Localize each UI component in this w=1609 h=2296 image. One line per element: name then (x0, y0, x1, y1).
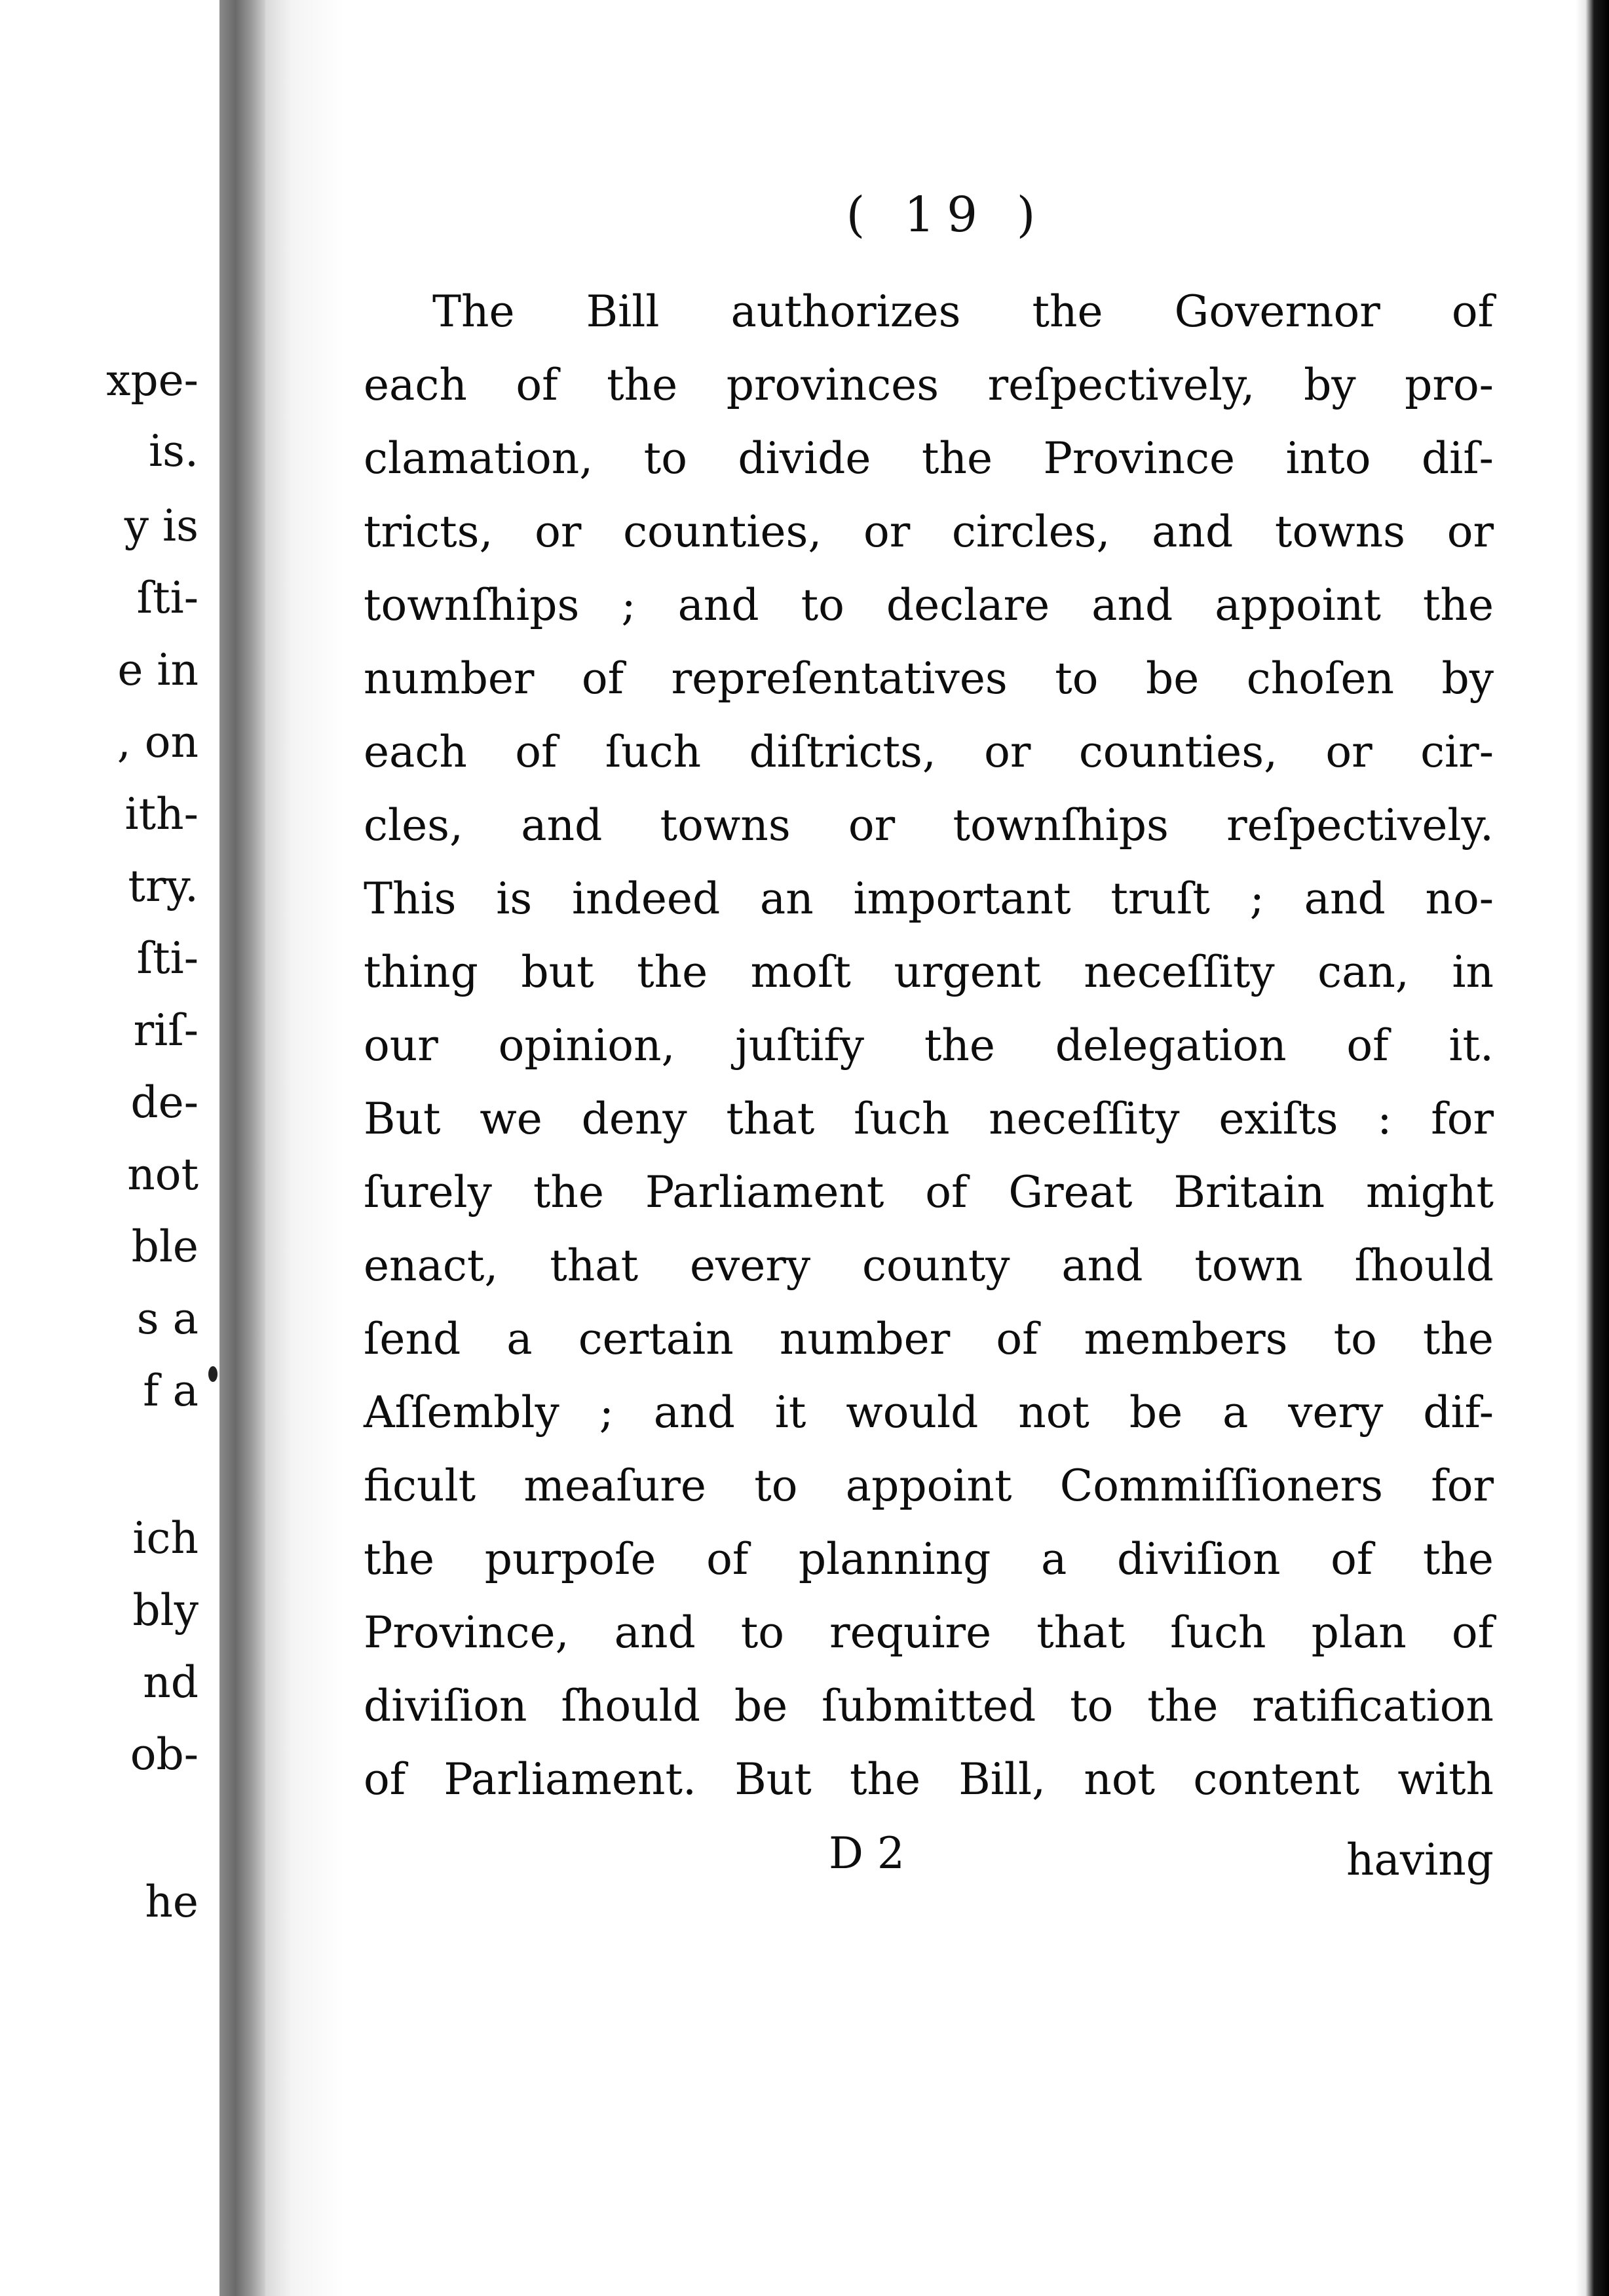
text-line: each of ſuch diſtricts, or counties, or cir- (364, 727, 1494, 777)
text-line: townſhips ; and to declare and appoint the (364, 580, 1494, 630)
text-line: ſend a certain number of members to the (364, 1314, 1494, 1364)
facing-line-fragment: he (145, 1877, 199, 1927)
facing-line-fragment: ith- (124, 789, 199, 839)
signature-mark: D 2 (829, 1828, 905, 1879)
facing-line-fragment: f a (143, 1366, 199, 1416)
facing-line-fragment: ob- (130, 1729, 199, 1780)
text-line: diviſion ſhould be ſubmitted to the ratification (364, 1681, 1494, 1731)
page-number: ( 19 ) (846, 187, 1048, 243)
facing-line-fragment: bly (132, 1585, 199, 1636)
text-line: This is indeed an important truſt ; and no- (364, 873, 1494, 924)
text-line: The Bill authorizes the Governor of (432, 286, 1494, 337)
ink-spot (208, 1366, 218, 1382)
text-line: Province, and to require that ſuch plan of (364, 1607, 1494, 1658)
facing-line-fragment: xpe- (106, 355, 199, 406)
facing-line-fragment: ich (132, 1513, 199, 1563)
facing-line-fragment: ſti- (136, 573, 199, 623)
facing-line-fragment: ſti- (136, 933, 199, 984)
book-gutter (219, 0, 265, 2296)
text-line: cles, and towns or townſhips reſpectively. (364, 800, 1494, 851)
text-line: the purpoſe of planning a diviſion of the (364, 1534, 1494, 1584)
facing-line-fragment: ble (131, 1221, 199, 1272)
text-line: number of repreſentatives to be choſen by (364, 653, 1494, 704)
facing-line-fragment: s a (136, 1293, 199, 1344)
text-line: thing but the moſt urgent neceſſity can, in (364, 947, 1494, 997)
text-line: ficult meaſure to appoint Commiſſioners for (364, 1461, 1494, 1511)
facing-page-text (0, 0, 219, 2296)
facing-line-fragment: is. (149, 426, 199, 476)
facing-line-fragment: nd (143, 1657, 199, 1708)
facing-line-fragment: riſ- (133, 1005, 199, 1056)
text-line: of Parliament. But the Bill, not content with (364, 1754, 1494, 1805)
page-footer (364, 1828, 1494, 1887)
facing-line-fragment: try. (128, 861, 199, 911)
facing-line-fragment: not (127, 1149, 199, 1200)
body-text (364, 275, 1494, 1816)
text-line: our opinion, juſtify the delegation of it. (364, 1020, 1494, 1071)
text-line: each of the provinces reſpectively, by pro- (364, 360, 1494, 410)
facing-line-fragment: e in (117, 645, 199, 695)
book-page (265, 0, 1576, 2296)
catchword: having (1346, 1835, 1494, 1885)
page-edge-shadow (1576, 0, 1609, 2296)
text-line: But we deny that ſuch neceſſity exiſts : for (364, 1094, 1494, 1144)
text-line: tricts, or counties, or circles, and towns or (364, 507, 1494, 557)
text-line: enact, that every county and town ſhould (364, 1240, 1494, 1291)
text-line: Aſſembly ; and it would not be a very dif- (364, 1387, 1494, 1438)
text-line: ſurely the Parliament of Great Britain might (364, 1167, 1494, 1217)
facing-line-fragment: y is (124, 501, 199, 551)
facing-line-fragment: de- (130, 1077, 199, 1128)
facing-page (0, 0, 219, 2296)
text-line: clamation, to divide the Province into diſ- (364, 433, 1494, 484)
facing-line-fragment: , on (117, 717, 199, 767)
